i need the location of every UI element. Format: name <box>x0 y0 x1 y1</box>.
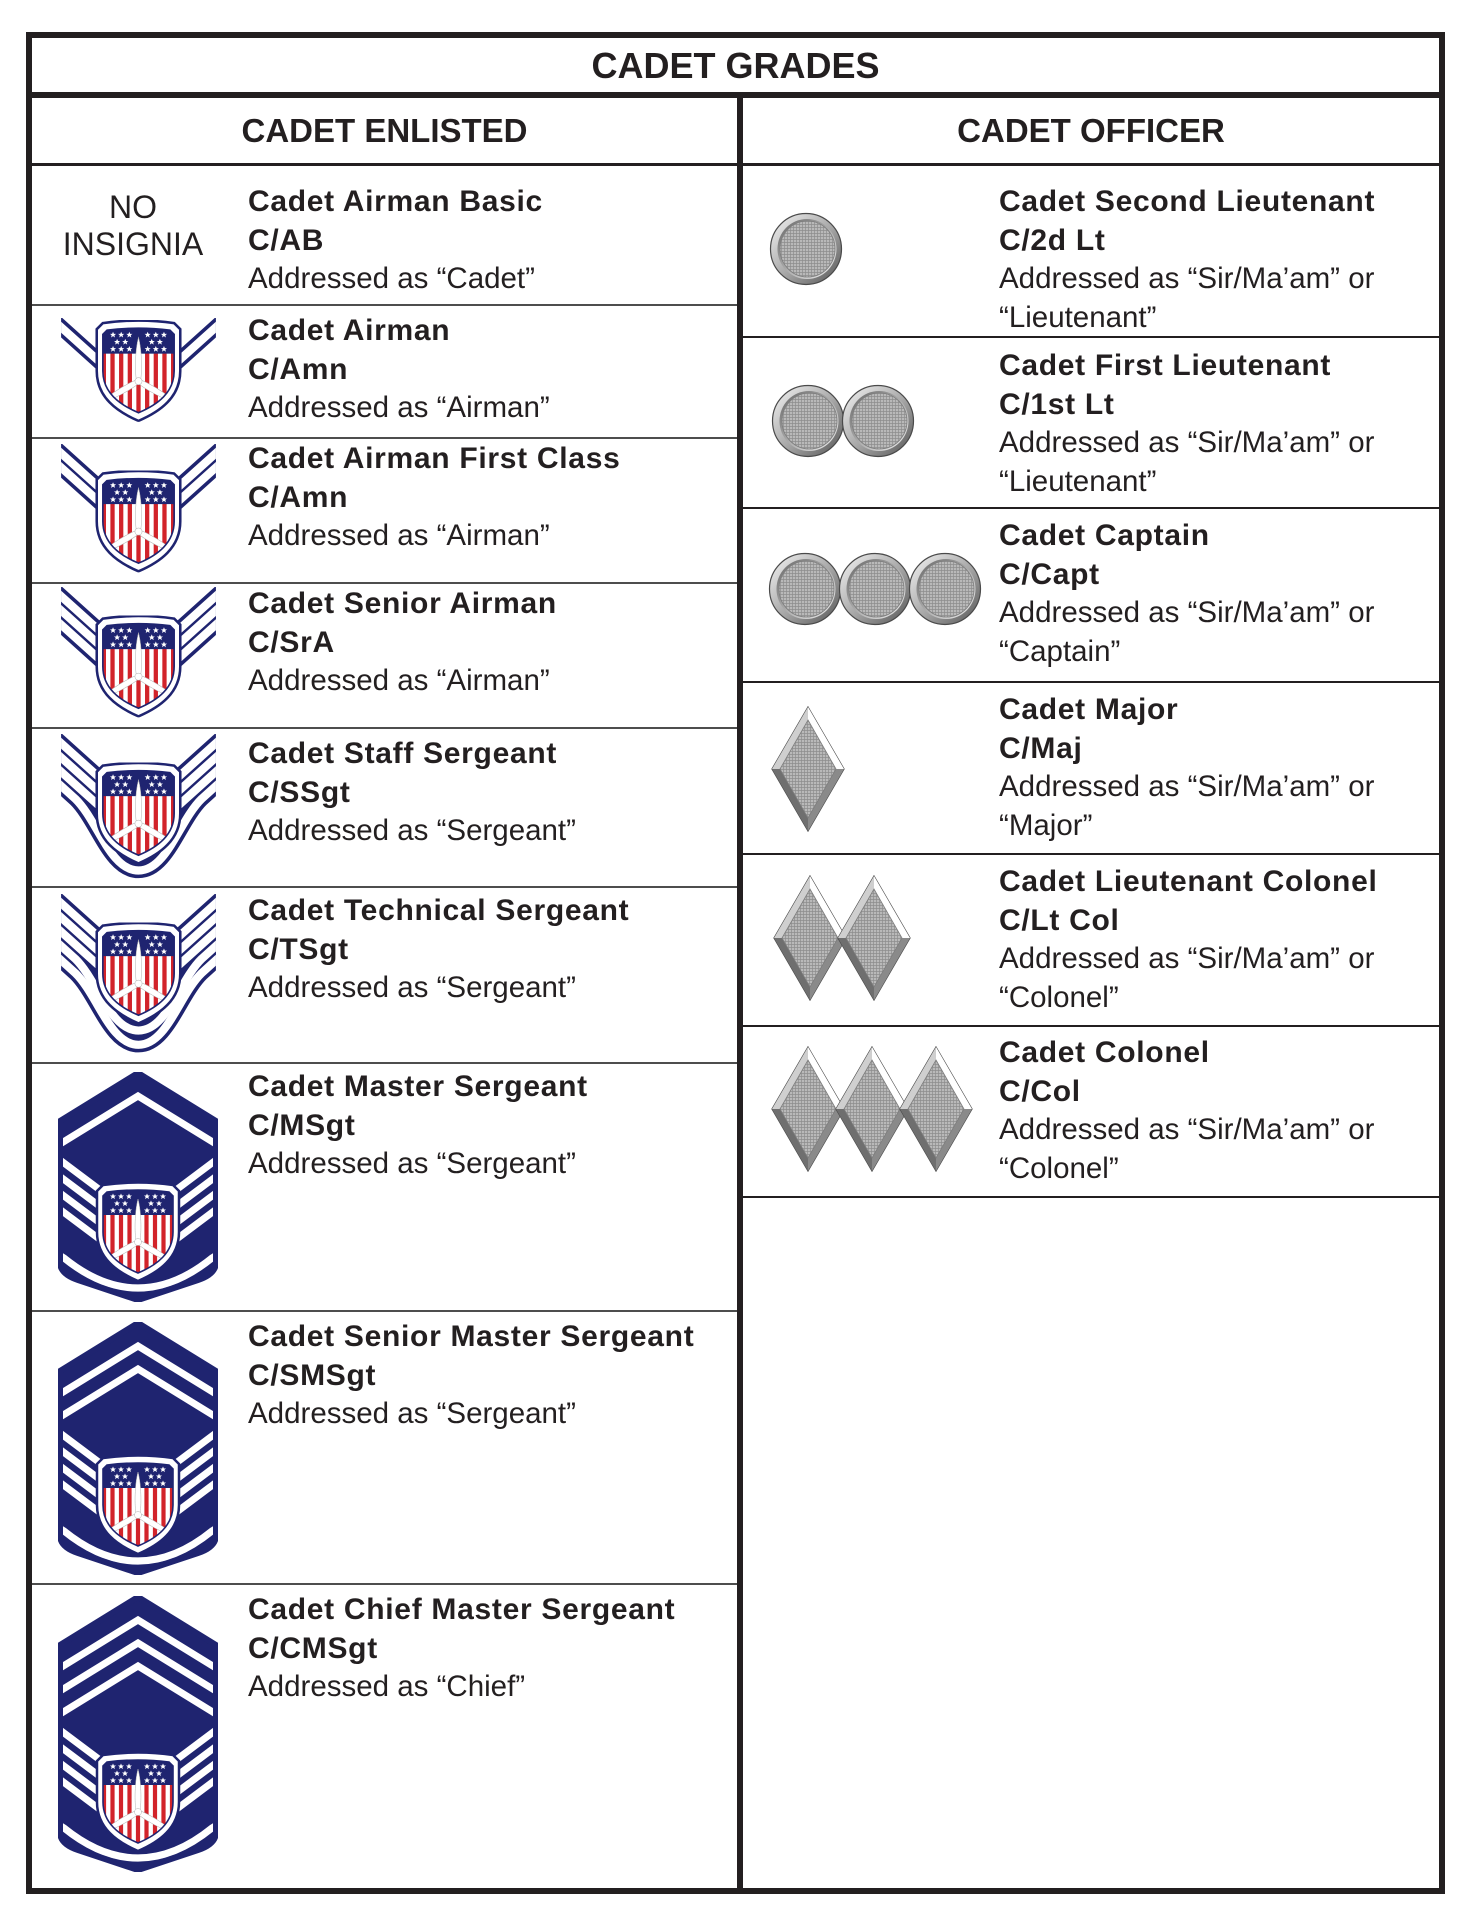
grade-abbreviation: C/CMSgt <box>248 1631 378 1665</box>
grade-name: Cadet Airman <box>248 314 451 347</box>
grade-entry-cadet-second-lieutenant <box>999 183 1375 337</box>
cadet-senior-master-sergeant-insignia-icon <box>58 1322 218 1575</box>
cadet-first-lieutenant-insignia-icon <box>771 384 915 458</box>
three-circles-icon <box>768 552 982 626</box>
row-divider <box>743 853 1439 855</box>
grade-entry-cadet-captain <box>999 517 1374 671</box>
form-of-address: Addressed as “Sir/Ma’am” or <box>999 770 1375 803</box>
grade-name: Cadet Chief Master Sergeant <box>248 1593 676 1626</box>
form-of-address: Addressed as “Sir/Ma’am” or <box>999 1113 1375 1146</box>
grade-name: Cadet Airman Basic <box>248 185 543 218</box>
row-divider <box>32 437 737 439</box>
grade-entry-cadet-technical-sergeant <box>248 892 629 1008</box>
grade-name: Cadet Airman First Class <box>248 442 621 475</box>
cadet-lieutenant-colonel-insignia-icon <box>773 875 911 1001</box>
row-divider <box>743 681 1439 683</box>
enlisted-column-header: CADET ENLISTED <box>241 112 528 149</box>
row-divider <box>743 507 1439 509</box>
grade-abbreviation: C/TSgt <box>248 932 349 966</box>
cadet-staff-sergeant-insignia-icon <box>57 734 220 879</box>
one-chevron-shield-icon <box>57 318 220 424</box>
grade-entry-cadet-senior-master-sergeant <box>248 1318 694 1434</box>
form-of-address: Addressed as “Sir/Ma’am” or <box>999 426 1375 459</box>
master-sergeant-chevron-icon <box>58 1072 218 1302</box>
officer-column-header: CADET OFFICER <box>957 112 1225 149</box>
form-of-address: Addressed as “Sergeant” <box>248 971 576 1004</box>
two-diamonds-icon <box>773 875 911 1001</box>
form-of-address: Addressed as “Airman” <box>248 664 550 697</box>
form-of-address: Addressed as “Sergeant” <box>248 1147 576 1180</box>
form-of-address-continued: “Lieutenant” <box>999 464 1157 498</box>
cadet-senior-airman-insignia-icon <box>57 587 220 719</box>
cadet-technical-sergeant-insignia-icon <box>57 894 220 1057</box>
one-diamond-icon <box>771 706 845 832</box>
technical-sergeant-chevron-icon <box>57 894 220 1057</box>
staff-sergeant-chevron-icon <box>57 734 220 879</box>
no-insignia-line-2: INSIGNIA <box>62 226 204 262</box>
grade-name: Cadet Major <box>999 693 1179 726</box>
one-circle-icon <box>769 212 843 286</box>
grade-abbreviation: C/Col <box>999 1074 1081 1108</box>
senior-master-sergeant-chevron-icon <box>58 1322 218 1575</box>
two-circles-icon <box>771 384 915 458</box>
grade-abbreviation: C/SMSgt <box>248 1358 377 1392</box>
grade-name: Cadet Senior Master Sergeant <box>248 1320 695 1353</box>
form-of-address-continued: “Major” <box>999 808 1093 842</box>
header-divider <box>26 163 1445 166</box>
grade-abbreviation: C/Capt <box>999 557 1100 591</box>
grade-abbreviation: C/Lt Col <box>999 903 1120 937</box>
grade-entry-cadet-lieutenant-colonel <box>999 863 1378 1017</box>
cadet-second-lieutenant-insignia-icon <box>769 212 843 286</box>
no-insignia-label <box>33 189 233 263</box>
grade-name: Cadet Colonel <box>999 1036 1210 1069</box>
form-of-address: Addressed as “Sergeant” <box>248 814 576 847</box>
grade-abbreviation: C/MSgt <box>248 1108 356 1142</box>
cadet-major-insignia-icon <box>771 706 845 832</box>
form-of-address-continued: “Lieutenant” <box>999 300 1157 334</box>
grade-abbreviation: C/AB <box>248 223 325 257</box>
grade-abbreviation: C/Maj <box>999 731 1083 765</box>
cadet-airman-insignia-icon <box>57 318 220 424</box>
grade-abbreviation: C/1st Lt <box>999 387 1115 421</box>
grade-entry-cadet-airman <box>248 312 550 428</box>
form-of-address-continued: “Colonel” <box>999 1151 1119 1185</box>
grade-entry-cadet-senior-airman <box>248 585 557 701</box>
form-of-address: Addressed as “Sergeant” <box>248 1397 576 1430</box>
grade-abbreviation: C/Amn <box>248 352 349 386</box>
row-divider <box>32 1310 737 1312</box>
form-of-address: Addressed as “Sir/Ma’am” or <box>999 596 1375 629</box>
grade-name: Cadet Second Lieutenant <box>999 185 1376 218</box>
grade-name: Cadet Senior Airman <box>248 587 557 620</box>
grade-entry-cadet-major <box>999 691 1374 845</box>
form-of-address: Addressed as “Sir/Ma’am” or <box>999 942 1375 975</box>
grade-abbreviation: C/SSgt <box>248 775 351 809</box>
row-divider <box>32 1062 737 1064</box>
cadet-captain-insignia-icon <box>768 552 982 626</box>
grade-name: Cadet Lieutenant Colonel <box>999 865 1378 898</box>
form-of-address: Addressed as “Airman” <box>248 391 550 424</box>
grade-name: Cadet Staff Sergeant <box>248 737 558 770</box>
cadet-master-sergeant-insignia-icon <box>58 1072 218 1302</box>
grade-name: Cadet Captain <box>999 519 1210 552</box>
form-of-address: Addressed as “Sir/Ma’am” or <box>999 262 1375 295</box>
row-divider <box>743 1025 1439 1027</box>
grade-abbreviation: C/Amn <box>248 480 349 514</box>
three-diamonds-icon <box>771 1046 973 1172</box>
form-of-address-continued: “Captain” <box>999 634 1121 668</box>
grade-entry-cadet-master-sergeant <box>248 1068 588 1184</box>
form-of-address: Addressed as “Chief” <box>248 1670 526 1703</box>
grade-entry-cadet-chief-master-sergeant <box>248 1591 675 1707</box>
cadet-colonel-insignia-icon <box>771 1046 973 1172</box>
form-of-address: Addressed as “Airman” <box>248 519 550 552</box>
row-divider <box>32 304 737 306</box>
grade-entry-cadet-airman-basic <box>248 183 543 299</box>
two-chevron-shield-icon <box>57 444 220 574</box>
grade-abbreviation: C/SrA <box>248 625 335 659</box>
grade-name: Cadet Master Sergeant <box>248 1070 588 1103</box>
grade-name: Cadet Technical Sergeant <box>248 894 630 927</box>
grade-entry-cadet-airman-first-class <box>248 440 620 556</box>
chief-master-sergeant-chevron-icon <box>58 1596 218 1872</box>
grade-name: Cadet First Lieutenant <box>999 349 1332 382</box>
grade-entry-cadet-first-lieutenant <box>999 347 1374 501</box>
row-divider <box>32 582 737 584</box>
form-of-address-continued: “Colonel” <box>999 980 1119 1014</box>
row-divider <box>32 1583 737 1585</box>
column-divider <box>737 92 743 1894</box>
row-divider <box>743 1196 1439 1198</box>
row-divider <box>32 886 737 888</box>
form-of-address: Addressed as “Cadet” <box>248 262 535 295</box>
row-divider <box>32 727 737 729</box>
cadet-chief-master-sergeant-insignia-icon <box>58 1596 218 1872</box>
chart-title: CADET GRADES <box>591 45 880 86</box>
grade-abbreviation: C/2d Lt <box>999 223 1106 257</box>
cadet-airman-first-class-insignia-icon <box>57 444 220 574</box>
grade-entry-cadet-colonel <box>999 1034 1374 1188</box>
three-chevron-shield-icon <box>57 587 220 719</box>
no-insignia-line-1: NO <box>109 189 157 225</box>
grade-entry-cadet-staff-sergeant <box>248 735 576 851</box>
